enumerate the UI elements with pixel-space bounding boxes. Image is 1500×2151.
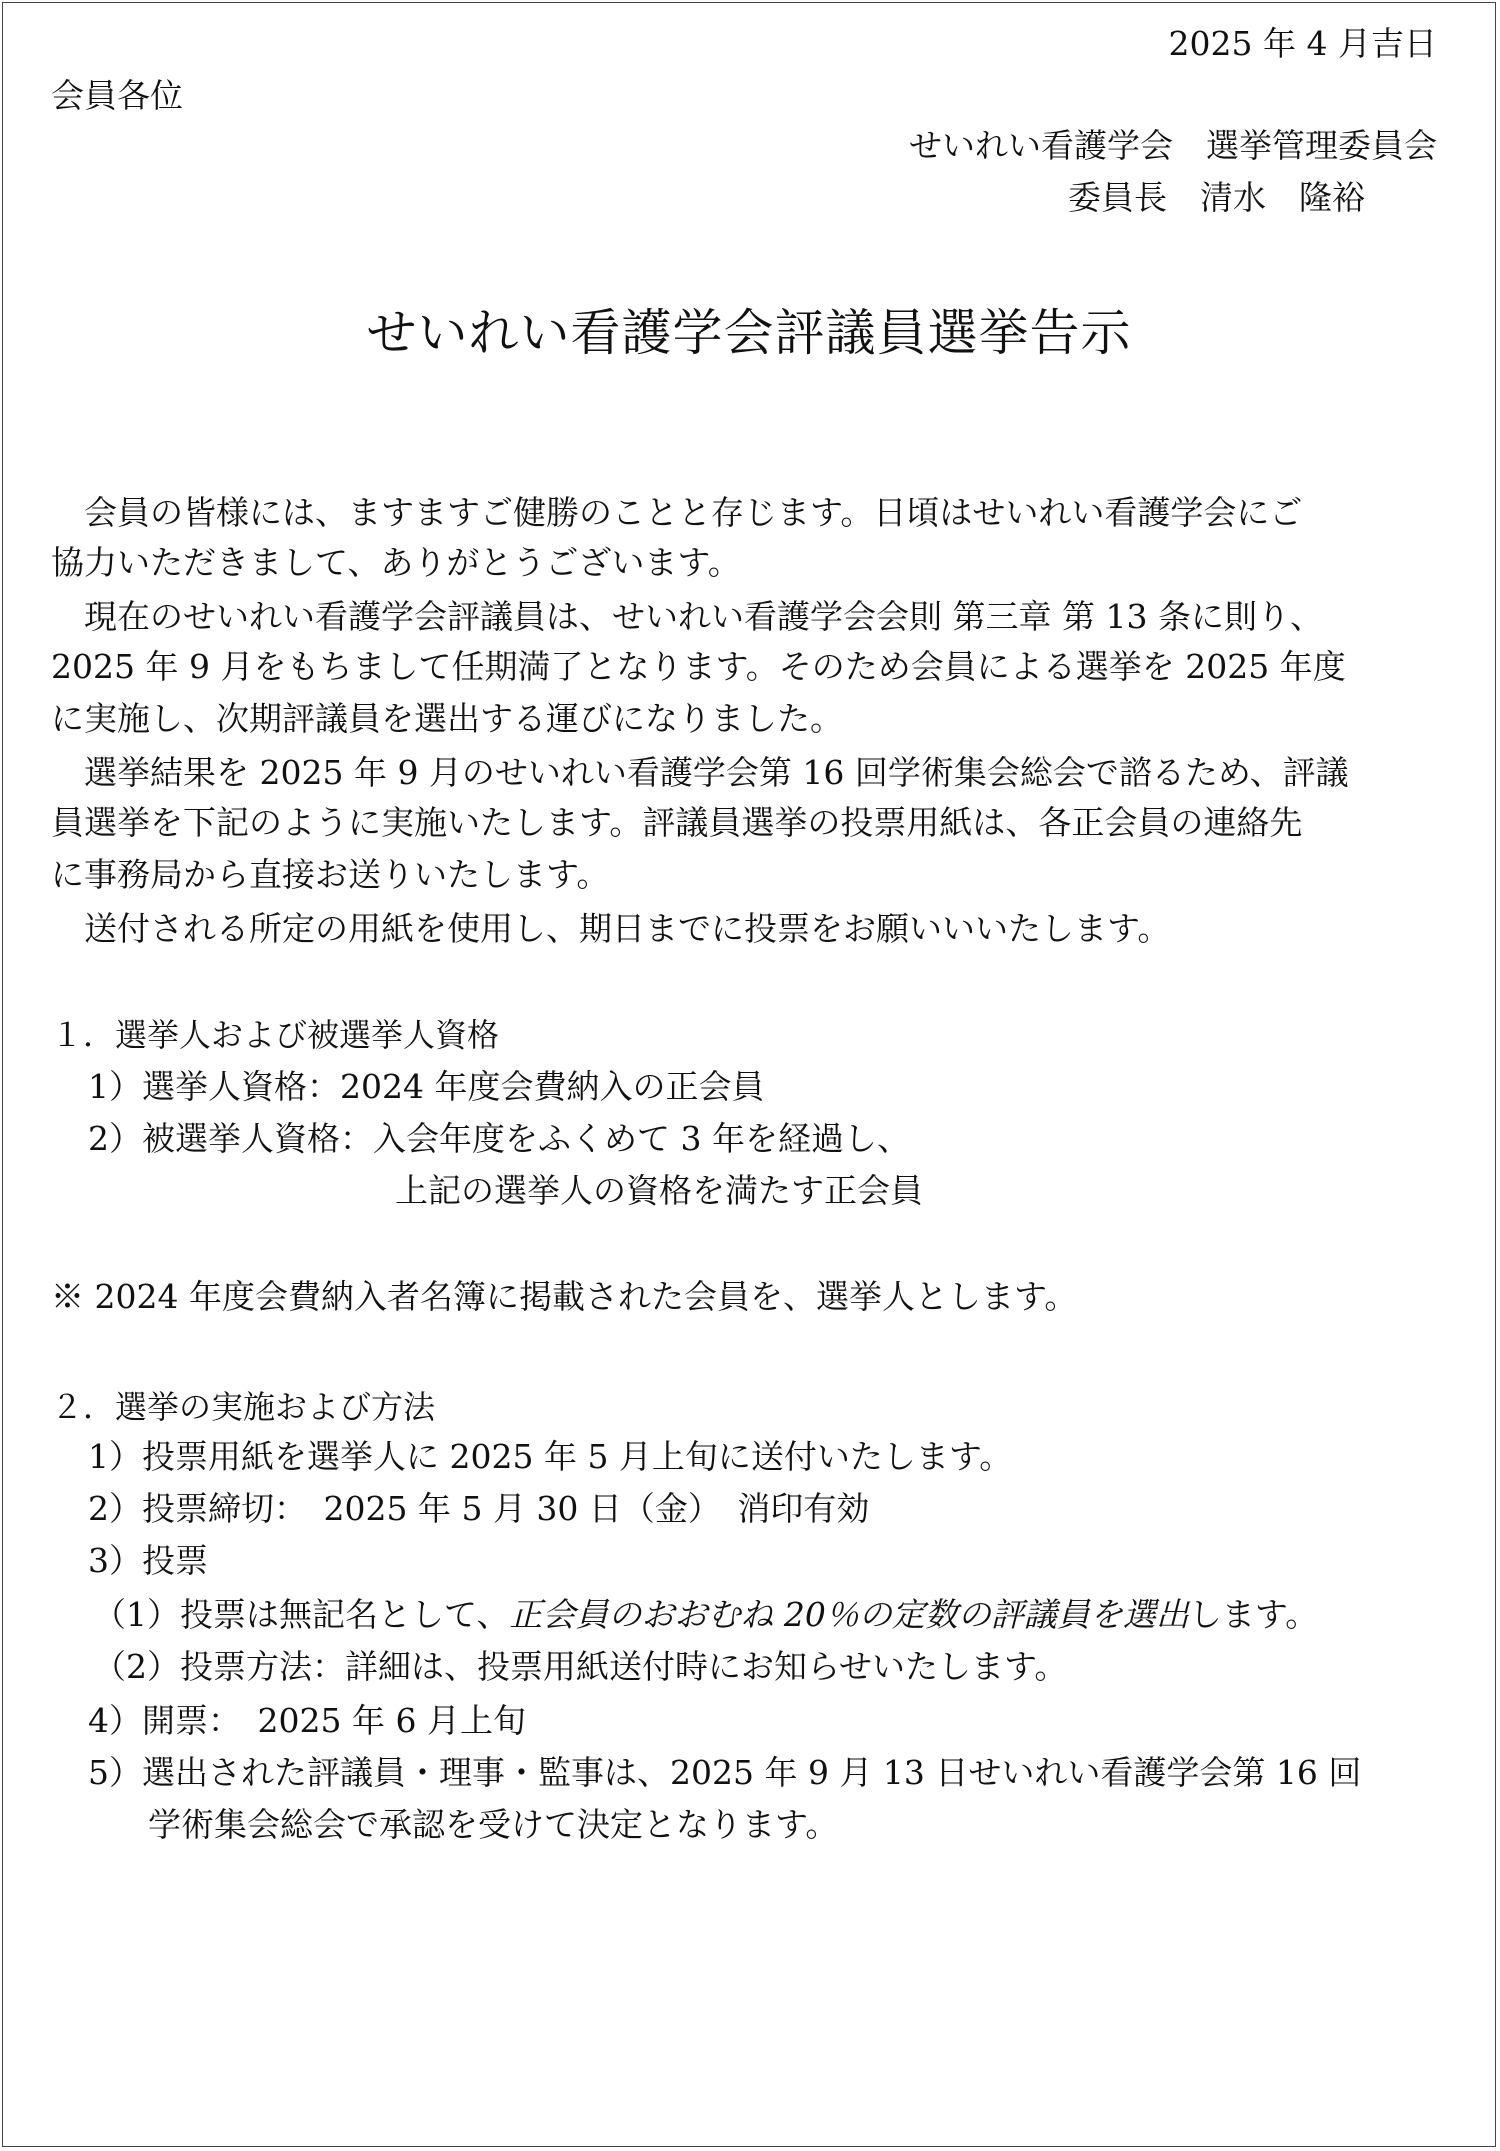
section2-subitem1	[93, 1591, 1318, 1639]
intro-line: に実施し、次期評議員を選出する運びになりました。	[51, 699, 843, 738]
eligibility-note: ※ 2024 年度会費納入者名簿に掲載された会員を、選挙人とします。	[51, 1277, 1078, 1316]
committee-chair: 委員長 清水 隆裕	[1068, 178, 1365, 217]
section2-item4: 4）開票： 2025 年 6 月上旬	[88, 1701, 526, 1740]
section2-heading: ２．選挙の実施および方法	[51, 1388, 436, 1426]
intro-line: 会員の皆様には、ますますご健勝のことと存じます。日頃はせいれい看護学会にご	[51, 493, 1303, 532]
section2-item2: 2）投票締切： 2025 年 5 月 30 日（金） 消印有効	[88, 1489, 870, 1528]
intro-line: 2025 年 9 月をもちまして任期満了となります。そのため会員による選挙を 2025 年度	[51, 647, 1346, 686]
issuing-organization: せいれい看護学会 選挙管理委員会	[909, 126, 1437, 165]
intro-line: 送付される所定の用紙を使用し、期日までに投票をお願いいいたします。	[51, 909, 1171, 948]
section2-subitem2: （2）投票方法：詳細は、投票用紙送付時にお知らせいたします。	[93, 1647, 1068, 1686]
document-title: せいれい看護学会評議員選挙告示	[366, 304, 1132, 362]
section2-item5: 5）選出された評議員・理事・監事は、2025 年 9 月 13 日せいれい看護学会第 16 回	[88, 1753, 1362, 1792]
intro-line: 現在のせいれい看護学会評議員は、せいれい看護学会会則 第三章 第 13 条に則り、	[51, 597, 1323, 636]
intro-line: 選挙結果を 2025 年 9 月のせいれい看護学会第 16 回学術集会総会で諮るため、評議	[51, 753, 1349, 792]
subitem1-suffix: します。	[1188, 1595, 1319, 1634]
section1-item2-continued: 上記の選挙人の資格を満たす正会員	[395, 1171, 923, 1210]
section2-item3: 3）投票	[88, 1541, 208, 1580]
subitem1-prefix: （1）投票は無記名として、	[93, 1595, 510, 1634]
intro-line: に事務局から直接お送りいたします。	[51, 855, 610, 894]
section1-heading: １．選挙人および被選挙人資格	[51, 1016, 500, 1054]
intro-line: 員選挙を下記のように実施いたします。評議員選挙の投票用紙は、各正会員の連絡先	[51, 803, 1303, 842]
document-page	[2, 2, 1496, 2147]
section1-item2: 2）被選挙人資格：入会年度をふくめて 3 年を経過し、	[88, 1119, 910, 1158]
section2-item5-continued: 学術集会総会で承認を受けて決定となります。	[148, 1805, 839, 1844]
section1-item1: 1）選挙人資格：2024 年度会費納入の正会員	[88, 1067, 765, 1106]
subitem1-emphasis: 正会員のおおむね 20％の定数の評議員を選出	[509, 1595, 1189, 1634]
document-date: 2025 年 4 月吉日	[1168, 24, 1437, 63]
section2-item1: 1）投票用紙を選挙人に 2025 年 5 月上旬に送付いたします。	[88, 1437, 1013, 1476]
addressee: 会員各位	[51, 76, 183, 115]
intro-line: 協力いただきまして、ありがとうございます。	[51, 543, 741, 582]
